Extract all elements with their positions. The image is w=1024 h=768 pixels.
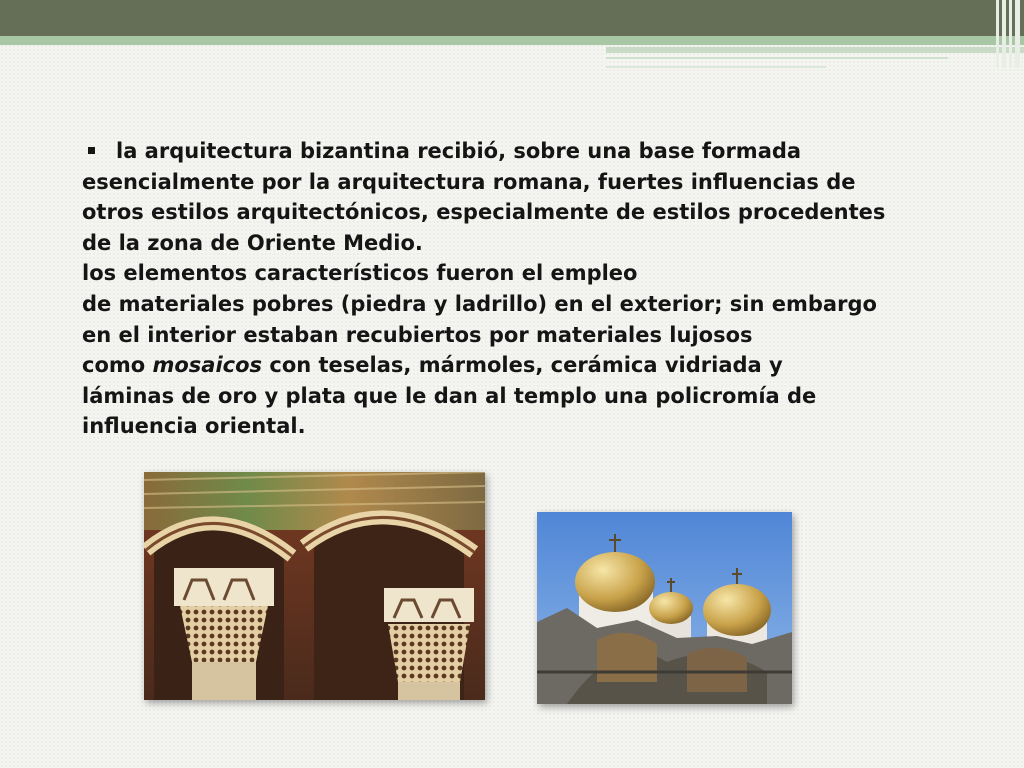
text-line: esencialmente por la arquitectura romana, fuertes influencias de <box>82 169 856 194</box>
header-accent-stripe <box>606 47 1024 53</box>
byzantine-arches-photo <box>144 472 485 700</box>
bullet-icon <box>88 147 95 154</box>
text-line: los elementos característicos fueron el empleo <box>82 261 638 286</box>
text-line: como mosaicos con teselas, mármoles, cerámica vidriada y <box>82 353 783 378</box>
text-line: otros estilos arquitectónicos, especialmente de estilos procedentes <box>82 200 886 225</box>
header-accent-line <box>606 57 948 59</box>
text-line: de la zona de Oriente Medio. <box>82 230 423 255</box>
header-accent-line-short <box>606 66 826 68</box>
text-line: la arquitectura bizantina recibió, sobre una base formada <box>82 136 942 167</box>
corner-decoration <box>992 0 1024 68</box>
header-band <box>0 0 1024 36</box>
text-line: en el interior estaban recubiertos por materiales lujosos <box>82 322 753 347</box>
header-stripe <box>0 36 1024 45</box>
text-line: láminas de oro y plata que le dan al templo una policromía de <box>82 383 817 408</box>
slide-body-text <box>82 136 942 442</box>
text-line: de materiales pobres (piedra y ladrillo) en el exterior; sin embargo <box>82 291 877 316</box>
mosaicos-emphasis: mosaicos <box>152 353 263 378</box>
text-line: influencia oriental. <box>82 414 306 439</box>
orthodox-cathedral-domes-photo <box>537 512 792 704</box>
